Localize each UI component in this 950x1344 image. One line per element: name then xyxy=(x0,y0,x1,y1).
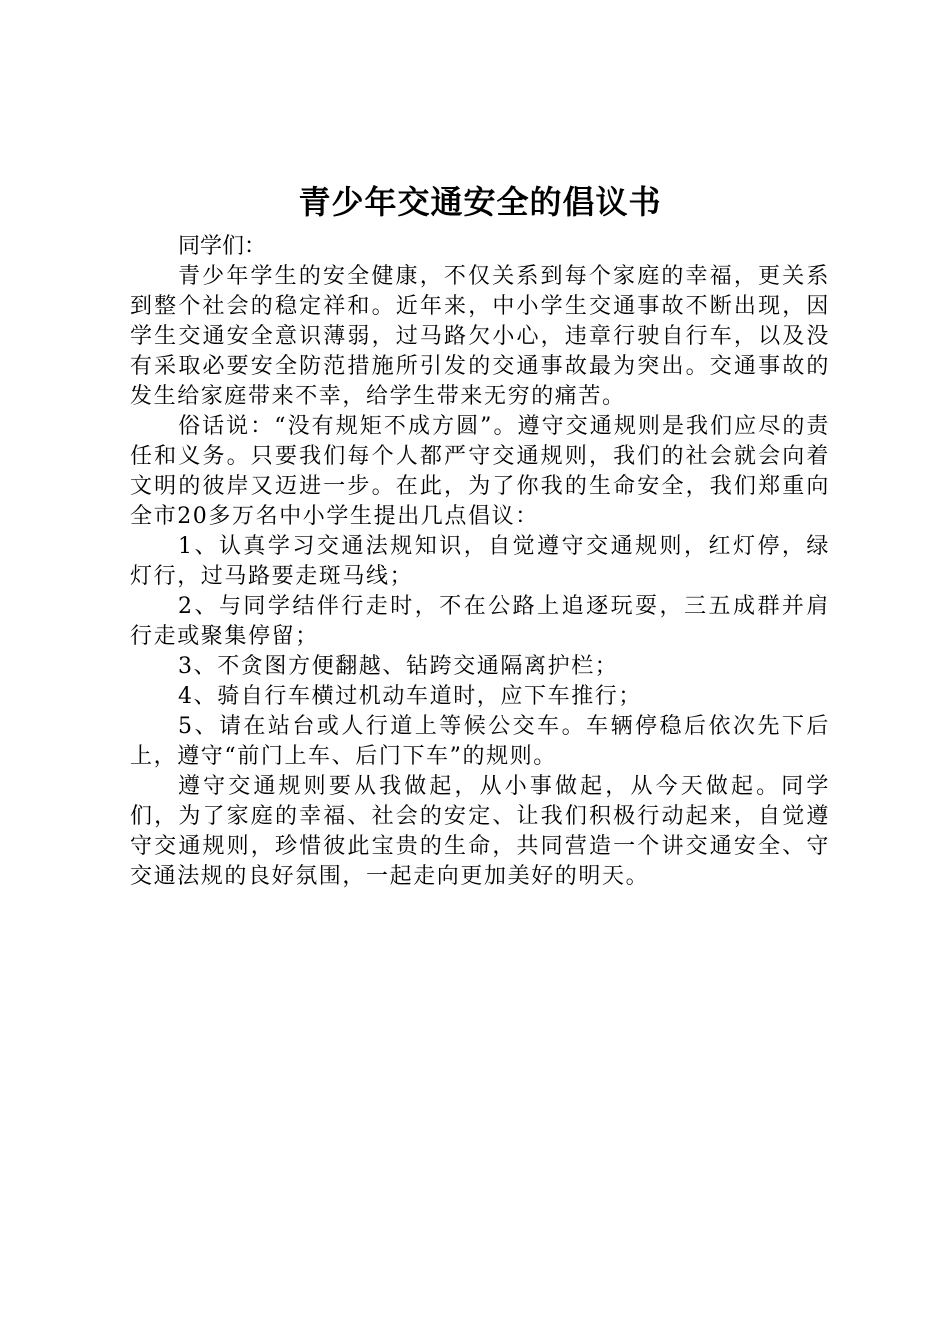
paragraph-intro: 青少年学生的安全健康，不仅关系到每个家庭的幸福，更关系到整个社会的稳定祥和。近年来，中小学生交通事故不断出现，因学生交通安全意识薄弱，过马路欠小心，违章行驶自行车，以及没有采取必要安全防范措施所引发的交通事故最为突出。交通事故的发生给家庭带来不幸，给学生带来无穷的痛苦。 xyxy=(130,264,830,409)
proposal-item-1: 1、认真学习交通法规知识，自觉遵守交通规则，红灯停，绿灯行，过马路要走斑马线； xyxy=(130,534,830,589)
document-title: 青少年交通安全的倡议书 xyxy=(298,183,662,221)
proposal-item-2: 2、与同学结伴行走时，不在公路上追逐玩耍，三五成群并肩行走或聚集停留； xyxy=(130,594,830,649)
paragraph-closing: 遵守交通规则要从我做起，从小事做起，从今天做起。同学们，为了家庭的幸福、社会的安定、让我们积极行动起来，自觉遵守交通规则，珍惜彼此宝贵的生命，共同营造一个讲交通安全、守交通法规的良好氛围，一起走向更加美好的明天。 xyxy=(130,774,830,889)
salutation: 同学们： xyxy=(178,234,267,259)
proposal-item-3: 3、不贪图方便翻越、钻跨交通隔离护栏； xyxy=(178,654,619,679)
proposal-item-5: 5、请在站台或人行道上等候公交车。车辆停稳后依次先下后上，遵守“前门上车、后门下车”的规则。 xyxy=(130,714,830,769)
paragraph-proverb: 俗话说：“没有规矩不成方圆”。遵守交通规则是我们应尽的责任和义务。只要我们每个人都严守交通规则，我们的社会就会向着文明的彼岸又迈进一步。在此，为了你我的生命安全，我们郑重向全市20多万名中小学生提出几点倡议： xyxy=(130,414,830,529)
proposal-item-4: 4、骑自行车横过机动车道时，应下车推行； xyxy=(178,684,642,709)
document-page xyxy=(130,180,830,892)
